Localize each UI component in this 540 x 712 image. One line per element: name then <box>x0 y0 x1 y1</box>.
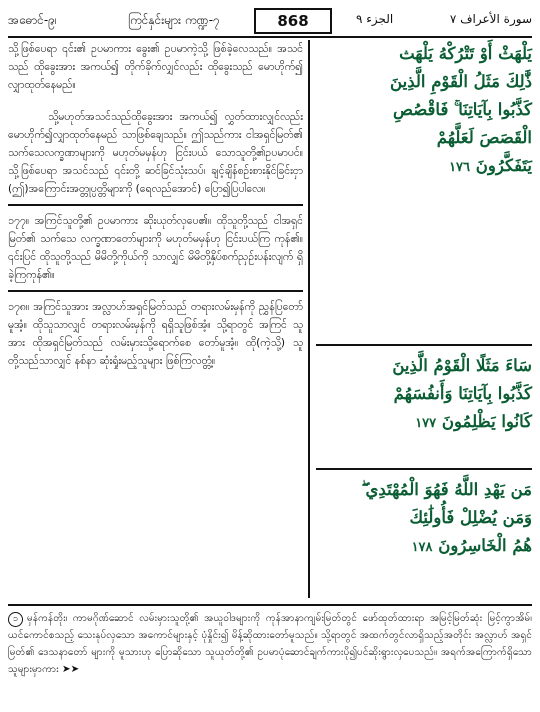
footnote-body: မှန်ကန်တိုး၊ ကာမဂိုဏ်ဆောင် လမ်းမှားသူတို့၏ အယူဝါဒများကို ကုန်အာနာကျမ်းမြတ်တွင် ဖော်ထုတ်ထားရာ အမြင့်မြတ်ဆုံး မြင့်ကွာအိမ်၊ ယင်ကောင်စသည့် သေးနုပ်လှသော အကောင်များနှင့် ပုံနှိုင်း၍ မိန့်ဆိုထားတော်မူသည်။ သို့ရာတွင် အထက်တွင်လာရှိသည့်အတိုင်း အလ္လာဟ် အရှင်မြတ်၏ ဒေသနာတော် များကို မူသားဟု ပြောဆိုသော သူယုတ်တို့၏ ဥပမာပုံဆောင်ချက်ကားပို၍ပင်ဆိုးရွားလှပေသည်။ အရက်အကြောက်ရှိသောသူများမှာကား ➤➤ <box>8 613 532 675</box>
arabic-line-text: كَانُوا يَظْلِمُونَ <box>441 412 532 431</box>
ayah-number: ١٧٧ <box>415 416 437 431</box>
translation-column <box>8 40 303 370</box>
arabic-column <box>316 40 532 562</box>
translation-paragraph-1: သို့ဖြစ်ပေရာ ၎င်း၏ ဥပမာကား ခွေး၏ ဥပမာကဲ့သို့ ဖြစ်ခဲ့လေသည်။ အသင်သည် ထိုခွေးအား အကယ်၍ တိုက်ခိုက်လျှင်လည်း ထိုခွေးသည် မောဟိုက်၍ လျှာထုတ်နေမည်။ <box>8 43 303 91</box>
arabic-line: الْقَصَصَ لَعَلَّهُمْ <box>436 128 532 147</box>
verse-divider <box>8 204 303 206</box>
page-number: 868 <box>254 8 332 34</box>
arabic-line <box>316 408 532 438</box>
footnote <box>8 604 532 678</box>
footnote-text <box>8 610 532 678</box>
translation-verse-178: ၁၇၈။ အကြင်သူအား အလ္လာဟ်အရှင်မြတ်သည် တရားလမ်းမှန်ကို ညွှန်ပြတော်မူအံ့။ ထိုသူသာလျှင် တရားလမ်းမှန်ကို ရရှိသူဖြစ်အံ့။ သို့ရာတွင် အကြင် သူအား ထိုအရှင်မြတ်သည် လမ်းမှားသို့ရောက်စေ တော်မူအံ့။ ထို(ကဲ့သို့) သူတို့သည်သာလျှင် နစ်နာ ဆုံးရှုံးမည့်သူများ ဖြစ်ကြလတ္တံ့။ <box>8 301 303 367</box>
arabic-line <box>316 152 532 182</box>
page-header <box>8 6 532 38</box>
verse-divider <box>316 344 532 346</box>
verse-divider <box>8 290 303 292</box>
verse-176-arabic <box>316 40 532 236</box>
arabic-line: وَمَن يُضْلِلْ فَأُولَٰئِكَ <box>409 508 532 527</box>
arabic-line-text: يَتَفَكَّرُونَ <box>475 156 532 175</box>
ayah-number: ١٧٨ <box>411 540 433 555</box>
verse-177-arabic <box>316 352 532 454</box>
arabic-line: ذَّٰلِكَ مَثَلُ الْقَوْمِ الَّذِينَ <box>390 72 532 91</box>
quran-page <box>8 6 532 706</box>
arabic-line: مَن يَهْدِ اللَّهُ فَهُوَ الْمُهْتَدِي ۖ <box>361 480 532 499</box>
arabic-line: يَلْهَثْ أَوْ تَتْرُكْهُ يَلْهَث <box>399 44 532 63</box>
ayah-number: ١٧٦ <box>449 160 471 175</box>
translation-verse-177: ၁၇၇။ အကြင်သူတို့၏ ဥပမာကား ဆိုးယုတ်လှပေ၏။ ထိုသူတို့သည် ငါအရှင်မြတ်၏ သက်သေ လက္ခဏာတော်များကို မဟုတ်မမှန်ဟု ငြင်းပယ်ကြ ကုန်၏။ ၎င်းပြင် ထိုသူတို့သည် မိမိတို့ကိုယ်ကို သာလျှင် မိမိတို့နှိပ်စက်ညှဉ်းပန်းလျက် ရှိခဲ့ကြကုန်၏။ <box>8 215 303 281</box>
arabic-line: كَذَّبُوا بِآيَاتِنَا وَأَنفُسَهُمْ <box>393 384 532 403</box>
arabic-line <box>316 532 532 562</box>
arabic-line: كَذَّبُوا بِآيَاتِنَا ۚ فَاقْصُصِ <box>393 100 532 119</box>
chapter-label: အဓောင်-၉၊ <box>8 13 57 27</box>
juz-label: الجزء ٩ <box>356 12 394 26</box>
verse-divider <box>316 468 532 470</box>
verse-178-arabic <box>316 476 532 562</box>
arabic-line: سَاءَ مَثَلًا الْقَوْمُ الَّذِينَ <box>392 356 532 375</box>
column-divider <box>308 40 310 598</box>
section-label: ကြင်နှင်းများ ကဏ္ဍ-၇ <box>128 13 220 27</box>
arabic-line-text: هُمُ الْخَاسِرُونَ <box>438 536 532 555</box>
surah-label: سورة الأعراف ٧ <box>449 12 532 26</box>
footnote-mark: ၁ <box>8 612 23 627</box>
translation-paragraph-2: သို့မဟုတ်အသင်သည်ထိုခွေးအား အကယ်၍ လွှတ်ထားလျှင်လည်း မောဟိုက်၍လျှာထုတ်နေမည် သာဖြစ်ချေသည်။ ဤသည်ကား ငါအရှင်မြတ်၏ သက်သေလက္ခဏာများကို မဟုတ်မမှန်ဟု ငြင်းပယ် သောသူတို့၏ဥပမာပင်။ သို့ဖြစ်ပေရာ အသင်သည် ၎င်းတို့ ဆင်ခြင်သုံးသပ်၊ ချင့်ချိန်စဉ်းစားနိုင်ခြင်းငှာ (ဤ)အကြောင်းအတ္တုပ္ပတ္တိများကို (ရေလည်အောင်) ပြော၍ပြပါလေ။ <box>8 111 303 195</box>
